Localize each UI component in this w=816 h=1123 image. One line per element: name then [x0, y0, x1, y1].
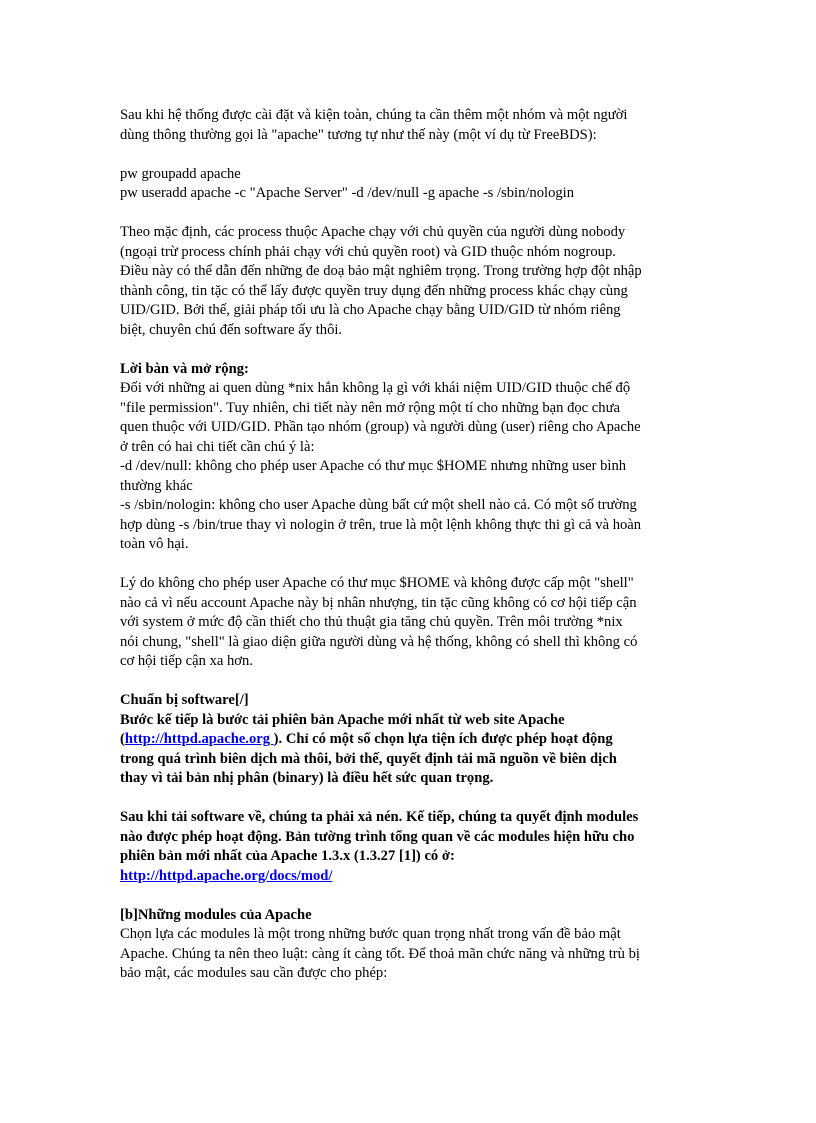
text-line: Chọn lựa các modules là một trong những bước quan trọng nhất trong vấn đề bảo mật: [120, 926, 621, 942]
text-line: cơ hội tiếp cận xa hơn.: [120, 653, 253, 669]
text-line: Apache. Chúng ta nên theo luật: càng ít càng tốt. Để thoả mãn chức năng và những trù bị: [120, 945, 640, 962]
text-line: -s /sbin/nologin: không cho user Apache dùng bất cứ một shell nào cả. Có một số trường: [120, 497, 637, 513]
text-line: nói chung, "shell" là giao diện giữa người dùng và hệ thống, không có shell thì không có: [120, 633, 638, 650]
command-block: [120, 165, 692, 204]
text-line: Lý do không cho phép user Apache có thư mục $HOME và không được cấp một "shell": [120, 575, 634, 591]
text-line: Đối với những ai quen dùng *nix hẳn không lạ gì với khái niệm UID/GID thuộc chế độ: [120, 380, 631, 396]
text-line: nào được phép hoạt động. Bản tường trình tổng quan về các modules hiện hữu cho: [120, 828, 635, 845]
paren-open: (: [120, 731, 125, 747]
text-line: bảo mật, các modules sau cần được cho phép:: [120, 965, 388, 981]
text-line: thành công, tin tặc có thể lấy được quyền truy dụng đến những process khác chạy cùng: [120, 282, 628, 299]
text-line: quen thuộc với UID/GID. Phần tạo nhóm (group) và người dùng (user) riêng cho Apache: [120, 419, 641, 435]
command-useradd: pw useradd apache -c "Apache Server" -d /dev/null -g apache -s /sbin/nologin: [120, 185, 575, 201]
text-line: dùng thông thường gọi là "apache" tương tự như thế này (một ví dụ từ FreeBDS):: [120, 126, 597, 143]
discussion-paragraph: [120, 379, 692, 555]
text-line: với system ở mức độ cần thiết cho thủ thuật gia tăng chủ quyền. Trên môi trường *nix: [120, 614, 623, 630]
section-heading-modules: [b]Những modules của Apache: [120, 906, 312, 923]
text-line: hợp dùng -s /bin/true thay vì nologin ở trên, true là một lệnh không thực thi gì cả và hoàn: [120, 516, 642, 533]
section-heading-software: Chuẩn bị software[/]: [120, 692, 249, 708]
document-body: [120, 106, 692, 984]
command-groupadd: pw groupadd apache: [120, 165, 241, 182]
text-line: (ngoại trừ process chính phải chạy với chủ quyền root) và GID thuộc nhóm nogroup.: [120, 243, 616, 260]
text-line: thường khác: [120, 477, 193, 494]
default-permissions-paragraph: [120, 223, 692, 340]
text-line: UID/GID. Bởi thế, giải pháp tối ưu là cho Apache chạy bằng UID/GID từ nhóm riêng: [120, 302, 621, 318]
text-line: Sau khi hệ thống được cài đặt và kiện toàn, chúng ta cần thêm một nhóm và một người: [120, 107, 628, 123]
text-line: Bước kế tiếp là bước tải phiên bản Apache mới nhất từ web site Apache: [120, 711, 565, 728]
text-line: [120, 867, 692, 887]
text-line: Theo mặc định, các process thuộc Apache chạy với chủ quyền của người dùng nobody: [120, 224, 626, 240]
text-line: trong quá trình biên dịch mà thôi, bởi thế, quyết định tải mã nguồn về biên dịch: [120, 750, 617, 767]
text-line: ở trên có hai chi tiết cần chú ý là:: [120, 438, 315, 455]
text-line: -d /dev/null: không cho phép user Apache có thư mục $HOME nhưng những user bình: [120, 458, 627, 474]
text-fragment: ). Chỉ có một số chọn lựa tiện ích được phép hoạt động: [273, 731, 613, 747]
section-heading-discussion: Lời bàn và mở rộng:: [120, 360, 249, 377]
text-line: nào cả vì nếu account Apache này bị nhân nhượng, tin tặc cũng không có cơ hội tiếp cận: [120, 594, 637, 611]
text-line: phiên bản mới nhất của Apache 1.3.x (1.3.27 [1]) có ở:: [120, 848, 455, 864]
modules-paragraph: [120, 925, 692, 984]
software-section: [120, 691, 692, 886]
text-line: "file permission". Tuy nhiên, chi tiết này nên mở rộng một tí cho những bạn đọc chưa: [120, 399, 620, 416]
text-line: [120, 730, 692, 750]
apache-modules-doc-link[interactable]: http://httpd.apache.org/docs/mod/: [120, 867, 333, 884]
text-line: biệt, chuyên chú đến software ấy thôi.: [120, 321, 343, 338]
text-line: Sau khi tải software về, chúng ta phải xả nén. Kế tiếp, chúng ta quyết định modules: [120, 809, 639, 825]
text-line: toàn vô hại.: [120, 536, 189, 552]
intro-paragraph: [120, 106, 692, 145]
text-line: thay vì tải bản nhị phân (binary) là điều hết sức quan trọng.: [120, 770, 494, 786]
apache-site-link[interactable]: http://httpd.apache.org: [124, 731, 274, 747]
reason-paragraph: [120, 574, 692, 672]
text-line: Điều này có thể dẫn đến những đe doạ bảo mật nghiêm trọng. Trong trường hợp đột nhập: [120, 263, 642, 279]
